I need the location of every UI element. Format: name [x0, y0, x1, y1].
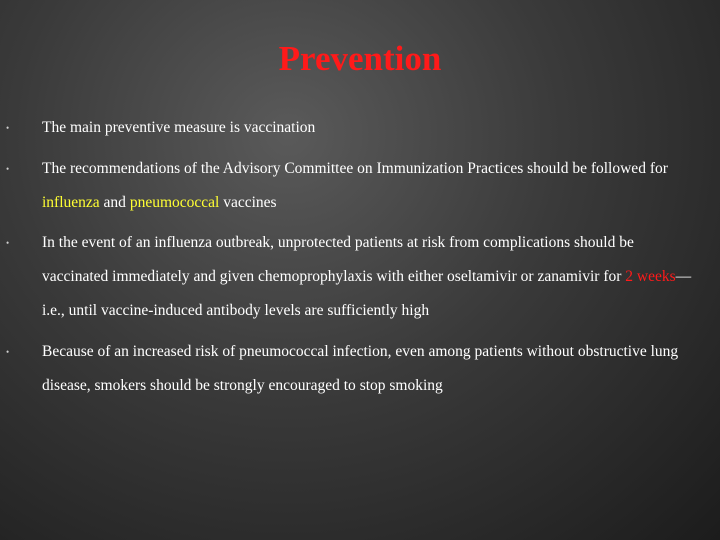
text-segment: or — [516, 268, 538, 285]
bullet-icon: • — [6, 164, 10, 174]
text-segment: vaccines — [219, 194, 277, 211]
text-segment: for — [599, 268, 626, 285]
text-segment: and — [99, 194, 130, 211]
bullet-item — [6, 152, 702, 220]
bullet-icon: • — [6, 347, 10, 357]
text-segment: Because of an increased risk of pneumococcal infection, even among patients without obstructive lung disease, smokers should be strongly encouraged to — [42, 343, 679, 394]
highlighted-term: stop smoking — [359, 377, 443, 394]
text-segment: In the event of an influenza outbreak, unprotected patients at risk from complications should be vaccinated immediately and given chemoprophylaxis with either — [42, 234, 634, 285]
bullet-item — [6, 226, 702, 328]
bullet-item — [6, 111, 702, 145]
text-segment: The recommendations of the Advisory Committee on Immunization Practices should be followed for — [42, 160, 668, 177]
highlighted-term: oseltamivir — [447, 268, 517, 285]
bullet-text — [42, 119, 315, 136]
bullet-text — [42, 160, 668, 211]
bullet-item — [6, 335, 702, 403]
highlighted-term: zanamivir — [537, 268, 600, 285]
bullet-icon: • — [6, 238, 10, 248]
bullet-text — [42, 343, 678, 394]
bullet-text — [42, 234, 691, 319]
slide-title: Prevention — [278, 39, 442, 78]
highlighted-term: influenza — [42, 194, 100, 211]
text-segment: —i.e., until vaccine-induced antibody levels are sufficiently high — [42, 268, 692, 319]
highlighted-term: 2 weeks — [625, 268, 676, 285]
bullet-icon: • — [6, 123, 10, 133]
text-segment: The main preventive measure is vaccination — [42, 119, 316, 136]
highlighted-term: pneumococcal — [129, 194, 220, 211]
